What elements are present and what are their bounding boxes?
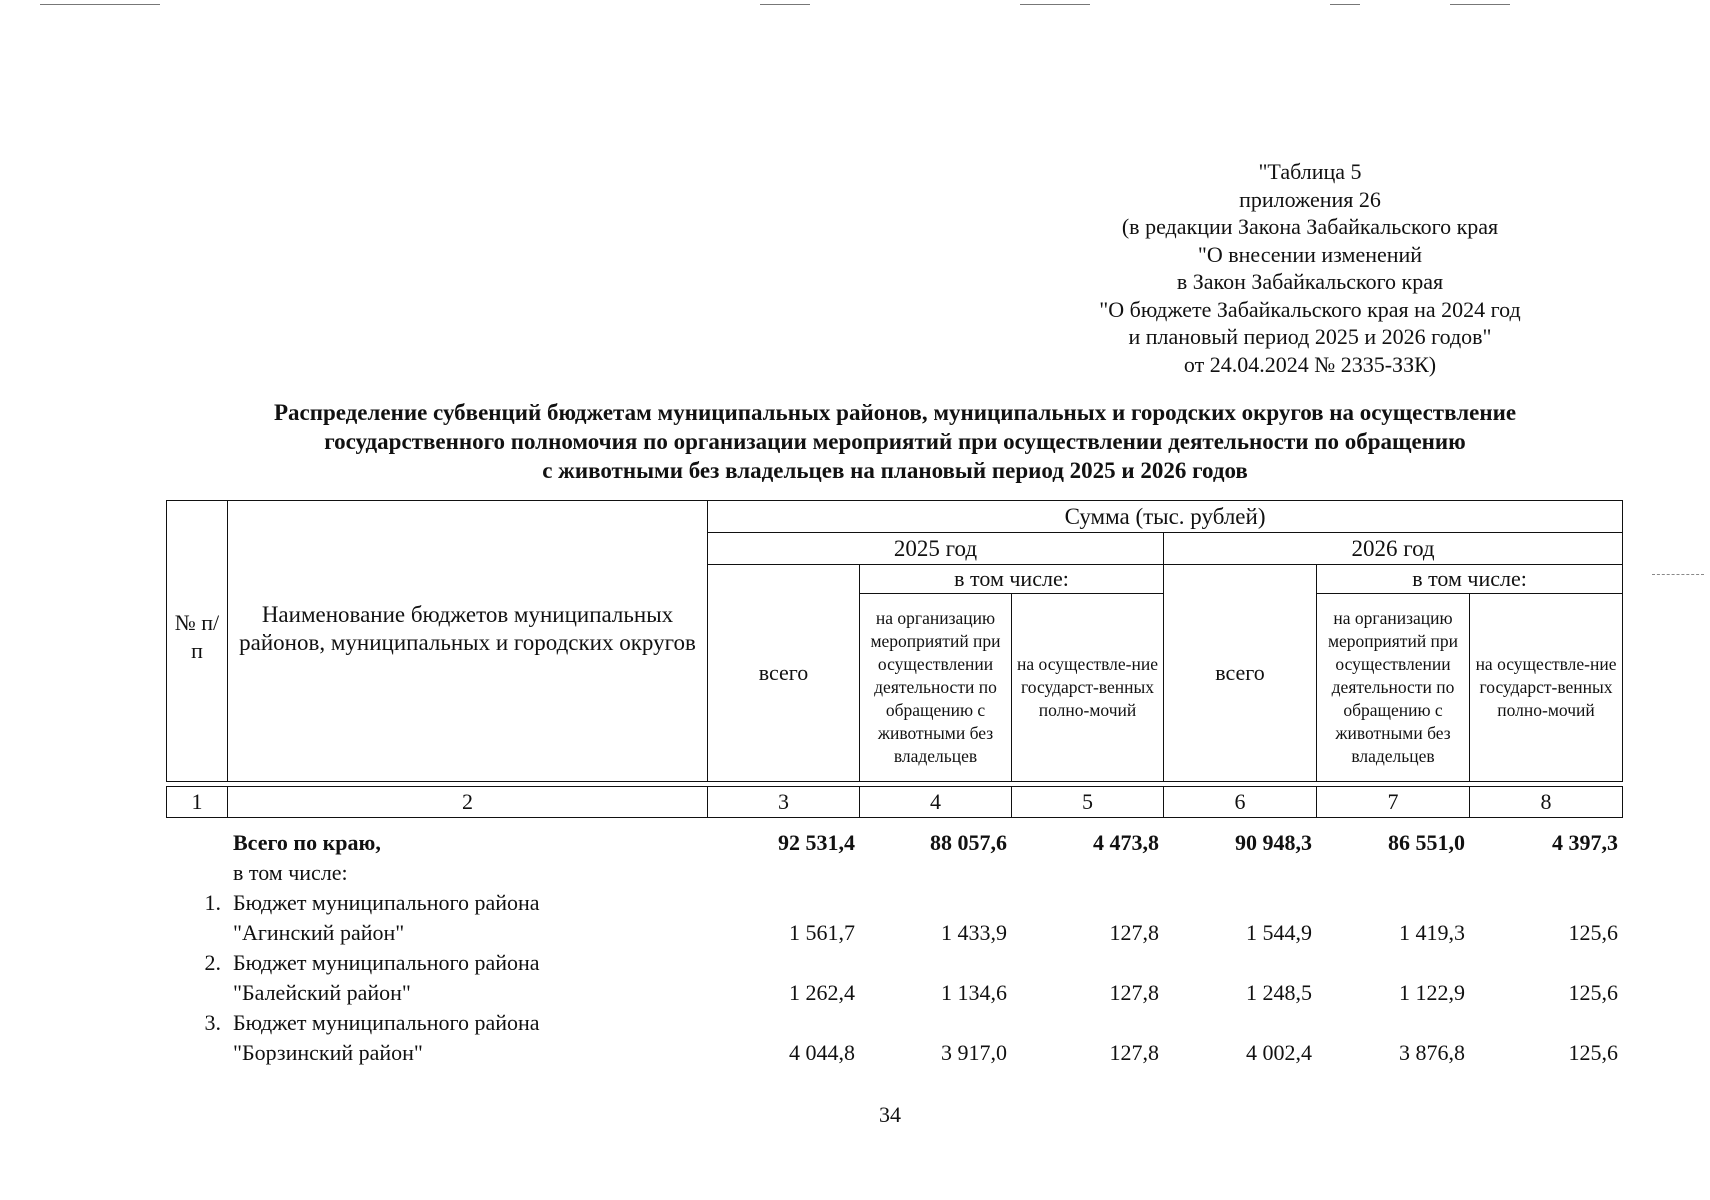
column-number: 1 — [167, 787, 228, 818]
total-value: 4 473,8 — [1093, 830, 1159, 855]
row-value: 1 122,9 — [1399, 980, 1465, 1005]
total-value: 86 551,0 — [1388, 830, 1465, 855]
column-number: 8 — [1470, 787, 1623, 818]
header-total-2025: всего — [708, 565, 860, 782]
column-number: 3 — [708, 787, 860, 818]
header-activity-2026: на организацию мероприятий при осуществлении деятельности по обращению с животными без владельцев — [1317, 594, 1470, 782]
header-authority-2026: на осуществле-ние государст-венных полно-мочий — [1470, 594, 1623, 782]
column-number: 4 — [860, 787, 1012, 818]
row-value: 1 134,6 — [941, 980, 1007, 1005]
row-value: 3 917,0 — [941, 1040, 1007, 1065]
table-row — [166, 918, 1622, 948]
row-value: 127,8 — [1109, 920, 1159, 945]
column-number: 6 — [1164, 787, 1317, 818]
total-subrow — [166, 858, 1622, 888]
row-value: 3 876,8 — [1399, 1040, 1465, 1065]
header-authority-2025: на осуществле-ние государст-венных полно-мочий — [1012, 594, 1164, 782]
header-including-2026: в том числе: — [1317, 565, 1623, 594]
total-value: 4 397,3 — [1552, 830, 1618, 855]
annex-line: в Закон Забайкальского края — [1176, 269, 1444, 294]
table-header — [166, 500, 1623, 818]
annex-line: (в редакции Закона Забайкальского края — [1121, 214, 1499, 239]
document-title — [110, 398, 1680, 485]
total-label: Всего по краю, — [233, 830, 381, 855]
row-value: 4 002,4 — [1246, 1040, 1312, 1065]
table-row — [166, 888, 1622, 918]
title-line: с животными без владельцев на плановый период 2025 и 2026 годов — [542, 458, 1248, 483]
row-name-line1: Бюджет муниципального района — [233, 890, 540, 915]
row-value: 1 544,9 — [1246, 920, 1312, 945]
row-name-line2: "Балейский район" — [233, 980, 411, 1005]
annex-line: "О бюджете Забайкальского края на 2024 год — [1099, 296, 1521, 322]
table-row — [166, 948, 1622, 978]
total-value: 90 948,3 — [1235, 830, 1312, 855]
row-value: 1 561,7 — [789, 920, 855, 945]
row-value: 1 248,5 — [1246, 980, 1312, 1005]
annex-line: "О внесении изменений — [1197, 241, 1423, 267]
row-value: 125,6 — [1568, 980, 1618, 1005]
header-num: № п/п — [167, 501, 228, 782]
row-value: 4 044,8 — [789, 1040, 855, 1065]
row-index: 1. — [204, 890, 221, 915]
column-number: 7 — [1317, 787, 1470, 818]
row-value: 1 262,4 — [789, 980, 855, 1005]
column-number-row — [167, 787, 1623, 818]
total-row — [166, 828, 1622, 858]
table-row — [166, 1008, 1622, 1038]
header-year-2026: 2026 год — [1164, 533, 1623, 565]
column-number: 5 — [1012, 787, 1164, 818]
header-year-2025: 2025 год — [708, 533, 1164, 565]
row-index: 2. — [204, 950, 221, 975]
total-sublabel: в том числе: — [233, 860, 348, 885]
annex-line: от 24.04.2024 № 2335-ЗЗК) — [1183, 351, 1437, 377]
annex-line: и плановый период 2025 и 2026 годов" — [1128, 324, 1492, 349]
row-value: 1 433,9 — [941, 920, 1007, 945]
row-name-line2: "Борзинский район" — [233, 1040, 423, 1065]
column-number: 2 — [228, 787, 708, 818]
scan-rule — [1450, 4, 1510, 5]
total-value: 88 057,6 — [930, 830, 1007, 855]
table-row — [166, 978, 1622, 1008]
scan-rule — [40, 4, 160, 5]
table-body — [166, 828, 1622, 1068]
row-value: 125,6 — [1568, 920, 1618, 945]
row-name-line2: "Агинский район" — [233, 920, 405, 945]
row-value: 127,8 — [1109, 1040, 1159, 1065]
row-value: 1 419,3 — [1399, 920, 1465, 945]
annex-reference — [1050, 158, 1570, 378]
scan-dash — [1652, 574, 1704, 575]
total-value: 92 531,4 — [778, 830, 855, 855]
scan-rule — [1020, 4, 1090, 5]
row-value: 127,8 — [1109, 980, 1159, 1005]
scan-rule — [1330, 4, 1360, 5]
header-activity-2025: на организацию мероприятий при осуществлении деятельности по обращению с животными без владельцев — [860, 594, 1012, 782]
annex-line: "Таблица 5 — [1258, 159, 1362, 184]
row-value: 125,6 — [1568, 1040, 1618, 1065]
title-line: государственного полномочия по организации мероприятий при осуществлении деятельности по обращению — [324, 429, 1466, 454]
row-index: 3. — [204, 1010, 221, 1035]
header-including-2025: в том числе: — [860, 565, 1164, 594]
table-row — [166, 1038, 1622, 1068]
annex-line: приложения 26 — [1239, 186, 1381, 212]
row-name-line1: Бюджет муниципального района — [233, 1010, 540, 1035]
header-sum: Сумма (тыс. рублей) — [708, 501, 1623, 533]
header-name: Наименование бюджетов муниципальных районов, муниципальных и городских округов — [228, 501, 708, 782]
title-line: Распределение субвенций бюджетам муниципальных районов, муниципальных и городских округов на осуществление — [273, 400, 1517, 425]
page-number: 34 — [879, 1102, 901, 1127]
scan-rule — [760, 4, 810, 5]
header-total-2026: всего — [1164, 565, 1317, 782]
row-name-line1: Бюджет муниципального района — [233, 950, 540, 975]
